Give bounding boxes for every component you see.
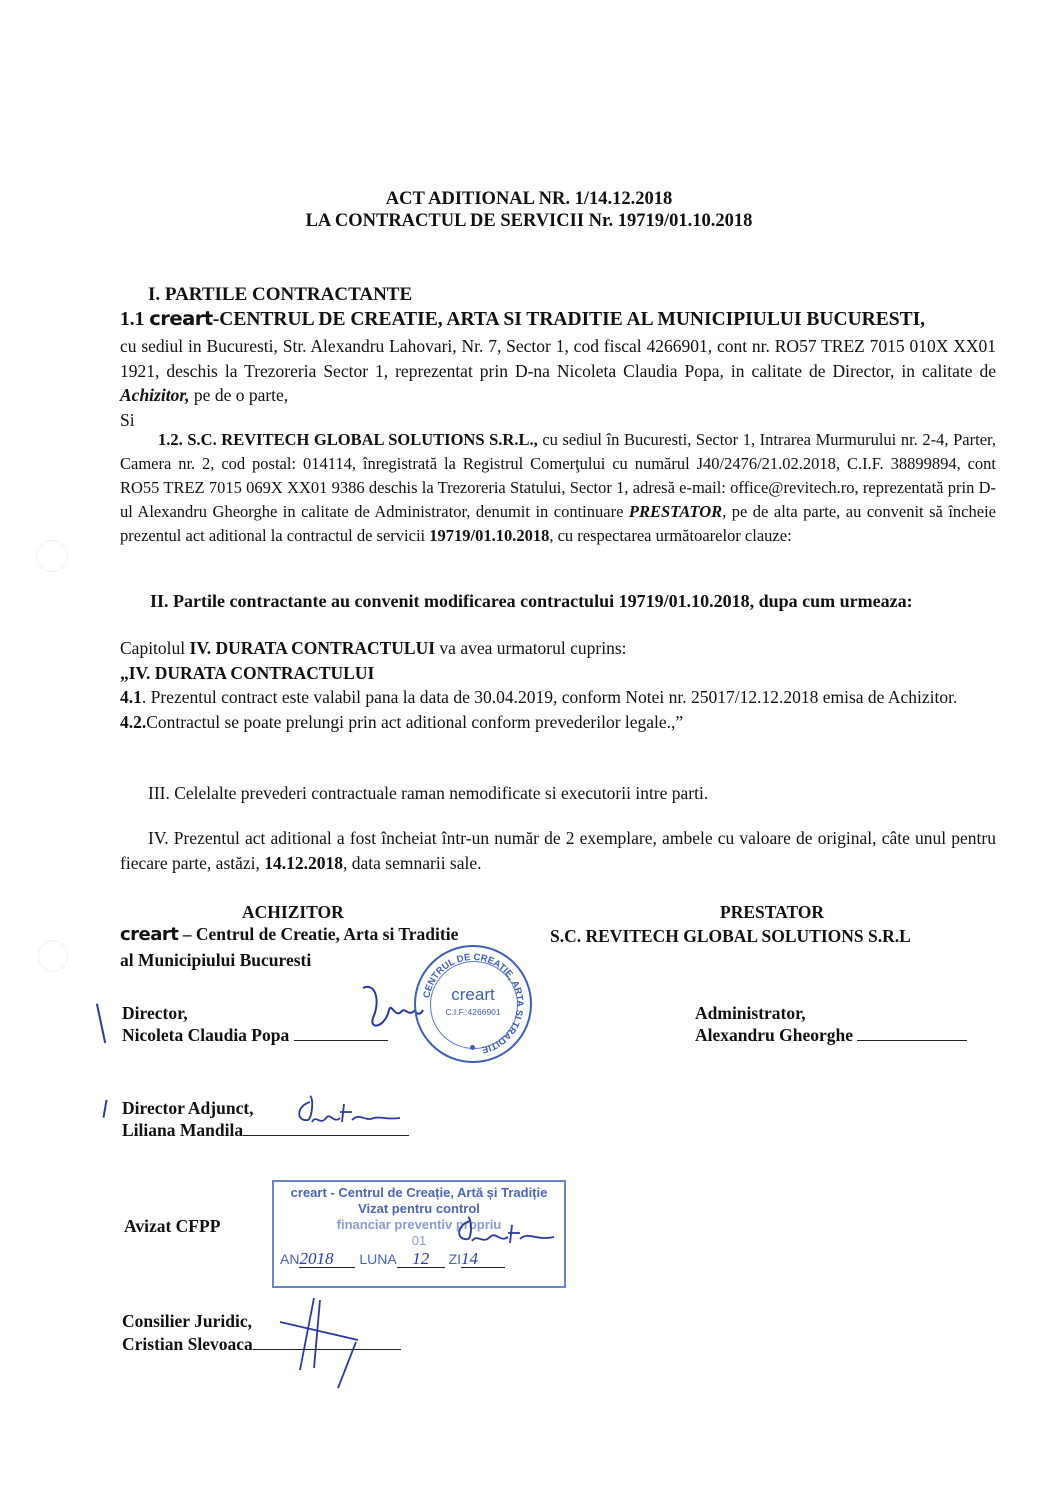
party-2-details: 1.2. S.C. REVITECH GLOBAL SOLUTIONS S.R.L., cu sediul în Bucuresti, Sector 1, Intrarea Murmurului nr. 2-4, Parter, Camera nr. 2, cod postal: 014114, înregistrată la Registrul Comerţului cu numărul J40/2476/21.02.2018, C.I.F. 38899894, cont RO55 TREZ 7015 069X XX01 9386 deschis la Trezoreria Statului, Sector 1, adresă e-mail: office@revitech.ro, reprezentată prin D-ul Alexandru Gheorghe in calitate de Administrator, denumit in continuare PRESTATOR, pe de alta parte, au convenit să încheie prezentul act aditional la contractul de servicii 19719/01.10.2018, cu respectarea următoarelor clauze: bbox=[120, 430, 996, 545]
section-2-heading: II. Partile contractante au convenit modificarea contractului 19719/01.10.2018, dupa cum urmeaza: bbox=[150, 591, 913, 611]
role-prestator: PRESTATOR bbox=[628, 502, 723, 521]
admin-name: Alexandru Gheorghe bbox=[695, 1025, 853, 1045]
clause-4-2: 4.2.Contractul se poate prelungi prin act aditional conform prevederilor legale.,” bbox=[120, 711, 684, 732]
provider-org: S.C. REVITECH GLOBAL SOLUTIONS S.R.L bbox=[550, 926, 911, 946]
cfpp-date-row: AN2018 LUNA 12 ZI14 bbox=[274, 1251, 564, 1268]
role-achizitor: Achizitor, bbox=[120, 385, 190, 405]
cfpp-line-1: creart - Centrul de Creație, Artă și Tradiție bbox=[290, 1185, 548, 1200]
svg-text:CENTRUL DE CREATIE, ARTA SI TR: CENTRUL DE CREATIE, ARTA SI TRADITIE bbox=[421, 951, 526, 1056]
section-1-heading: I. PARTILE CONTRACTANTE bbox=[148, 284, 413, 305]
stamp-logo: creart bbox=[451, 985, 495, 1004]
party-1-name: -CENTRUL DE CREATIE, ARTA SI TRADITIE AL MUNICIPIULUI BUCURESTI, bbox=[212, 309, 926, 330]
admin-signature-line bbox=[695, 1025, 967, 1046]
title-line-2: LA CONTRACTUL DE SERVICII Nr. 19719/01.10.2018 bbox=[305, 211, 753, 231]
punch-hole-mark bbox=[36, 540, 68, 572]
deputy-signature-icon bbox=[290, 1092, 410, 1142]
provider-heading: PRESTATOR bbox=[720, 902, 825, 922]
deputy-title: Director Adjunct, bbox=[122, 1098, 254, 1118]
cfpp-signature-icon bbox=[450, 1215, 560, 1255]
buyer-org-line-2: al Municipiului Bucuresti bbox=[120, 950, 312, 970]
cfpp-line-4: 01 bbox=[411, 1233, 427, 1248]
check-mark-director bbox=[96, 1003, 109, 1043]
buyer-heading: ACHIZITOR bbox=[242, 902, 344, 922]
legal-title: Consilier Juridic, bbox=[122, 1311, 252, 1331]
cfpp-line-3: financiar preventiv propriu bbox=[336, 1217, 502, 1232]
round-stamp bbox=[414, 945, 532, 1063]
legal-signature-icon bbox=[270, 1296, 390, 1391]
cfpp-label: Avizat CFPP bbox=[124, 1216, 221, 1236]
party-1-heading: 1.1 creart-CENTRUL DE CREATIE, ARTA SI TRADITIE AL MUNICIPIULUI BUCURESTI, bbox=[120, 307, 926, 330]
creart-logo: creart bbox=[149, 307, 213, 330]
legal-name: Cristian Slevoaca bbox=[122, 1334, 253, 1354]
quoted-chapter-heading: „IV. DURATA CONTRACTULUI bbox=[120, 662, 375, 683]
cfpp-month: 12 bbox=[397, 1251, 445, 1268]
cfpp-day: 14 bbox=[461, 1251, 505, 1268]
party-2-name: 1.2. S.C. REVITECH GLOBAL SOLUTIONS S.R.L., bbox=[158, 430, 538, 449]
section-2-body bbox=[120, 636, 996, 734]
admin-title: Administrator, bbox=[695, 1003, 806, 1023]
chapter-intro: Capitolul IV. DURATA CONTRACTULUI va avea urmatorul cuprins: bbox=[120, 638, 627, 658]
title-line-1: ACT ADITIONAL NR. 1/14.12.2018 bbox=[385, 189, 673, 209]
director-title: Director, bbox=[122, 1003, 188, 1023]
director-signature-line bbox=[122, 1025, 388, 1046]
check-mark-deputy bbox=[102, 1100, 110, 1119]
section-4: IV. Prezentul act aditional a fost încheiat într-un număr de 2 exemplare, ambele cu valoare de original, câte unul pentru fiecare parte, astăzi, 14.12.2018, data semnarii sale. bbox=[120, 828, 996, 873]
deputy-name: Liliana Mandila bbox=[122, 1120, 244, 1140]
party-1-details: cu sediul in Bucuresti, Str. Alexandru Lahovari, Nr. 7, Sector 1, cod fiscal 4266901, cont nr. RO57 TREZ 7015 010X XX01 1921, deschis la Trezoreria Sector 1, reprezentat prin D-na Nicoleta Claudia Popa, in calitate de Director, in calitate de Achizitor, pe de o parte, Si bbox=[120, 334, 996, 432]
clause-4-1: 4.1. Prezentul contract este valabil pana la data de 30.04.2019, conform Notei nr. 25017/12.12.2018 emisa de Achizitor. bbox=[120, 687, 958, 707]
cfpp-line-2: Vizat pentru control bbox=[358, 1201, 480, 1216]
signing-date: 14.12.2018 bbox=[264, 852, 344, 873]
buyer-org-line-1: creart – Centrul de Creatie, Arta si Traditie bbox=[120, 924, 459, 945]
section-3: III. Celelalte prevederi contractuale raman nemodificate si executorii intre parti. bbox=[148, 783, 709, 803]
punch-hole-mark bbox=[38, 940, 68, 972]
signature-line bbox=[857, 1040, 967, 1041]
creart-logo-small: creart bbox=[120, 924, 179, 945]
document-title bbox=[0, 188, 1058, 232]
stamp-cif: C.I.F.:4266901 bbox=[445, 1007, 501, 1017]
director-name: Nicoleta Claudia Popa bbox=[122, 1025, 290, 1045]
conjunction: Si bbox=[120, 409, 135, 430]
cfpp-year: 2018 bbox=[299, 1251, 355, 1268]
signature-line bbox=[294, 1040, 388, 1041]
